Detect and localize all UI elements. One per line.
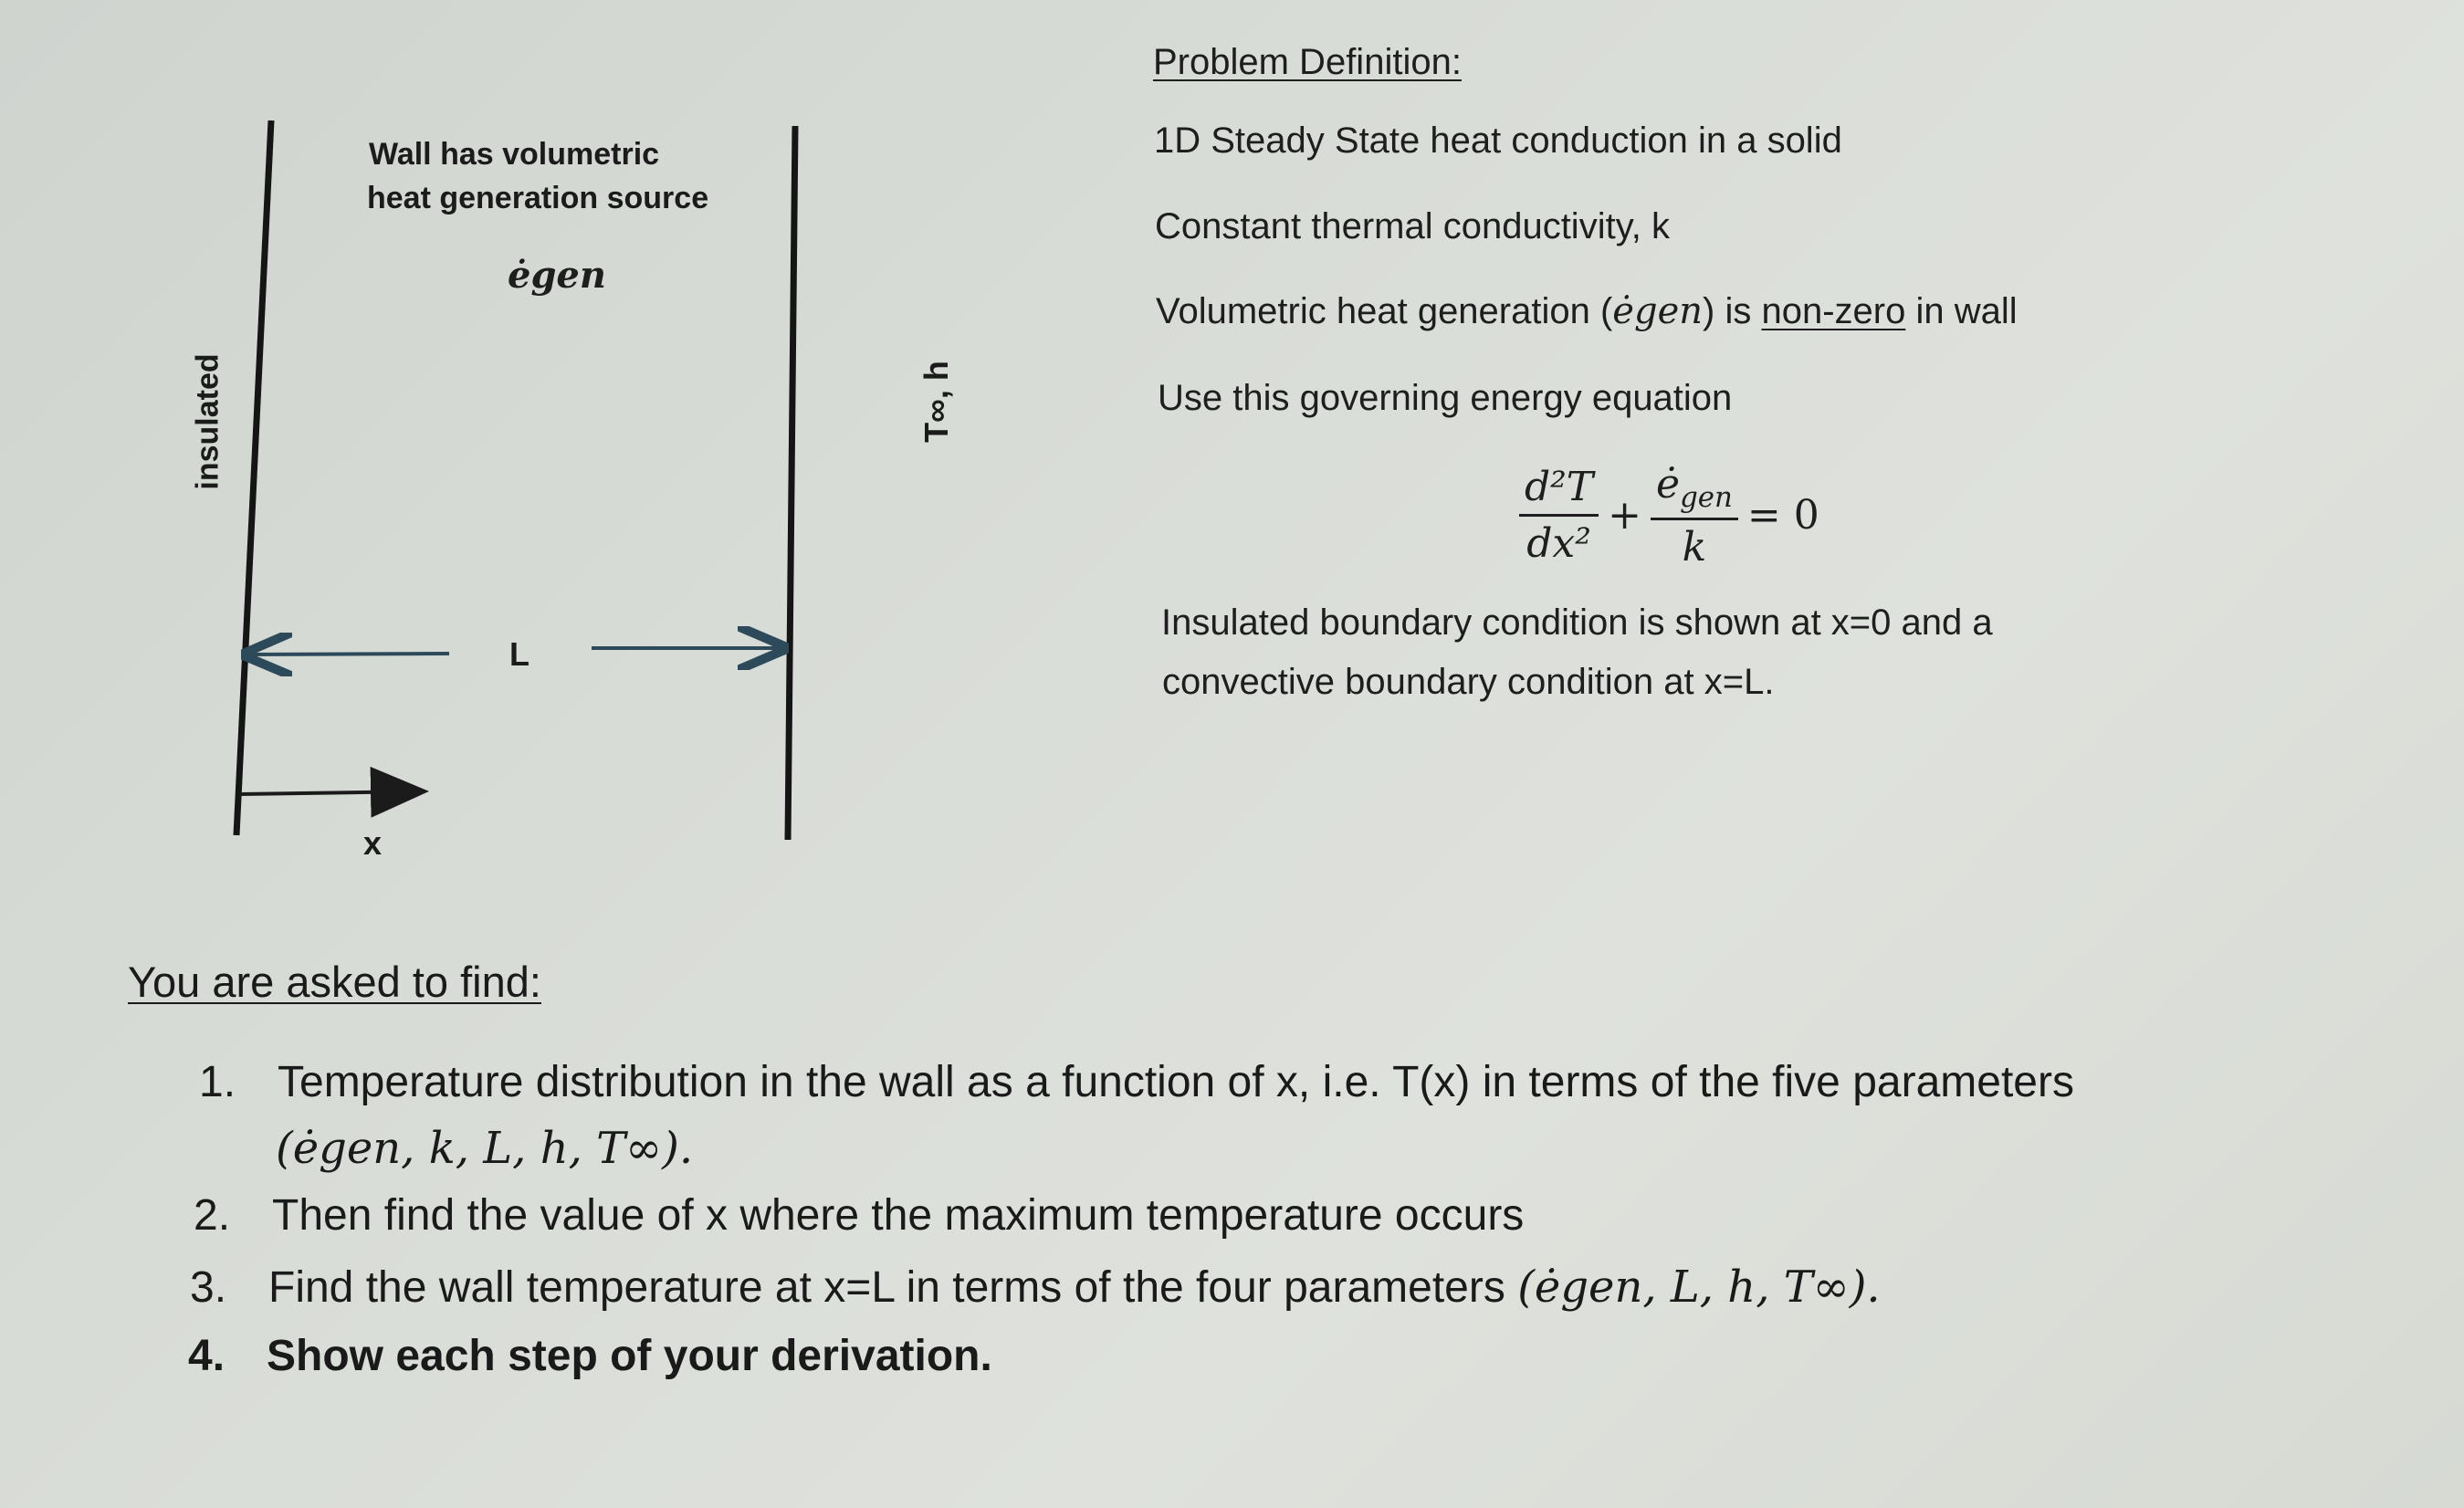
governing-equation bbox=[1519, 461, 1819, 571]
egen-main: ė bbox=[1656, 461, 1681, 508]
problem-definition-heading: Problem Definition: bbox=[1153, 42, 1462, 82]
find-item-4-text: Show each step of your derivation. bbox=[267, 1332, 992, 1380]
problem-line-conductivity: Constant thermal conductivity, k bbox=[1155, 206, 1670, 246]
find-item-2 bbox=[194, 1190, 1524, 1241]
insulated-label: insulated bbox=[190, 353, 225, 490]
wall-description-line1: Wall has volumetric bbox=[369, 137, 660, 172]
boundary-condition-line2: convective boundary condition at x=L. bbox=[1162, 662, 1775, 702]
generation-term bbox=[1651, 461, 1738, 571]
find-item-4 bbox=[188, 1331, 992, 1381]
problem-line-heat-generation bbox=[1156, 290, 2018, 332]
non-zero-emphasis: non-zero bbox=[1761, 291, 1906, 331]
length-arrow-left bbox=[248, 654, 449, 655]
heat-gen-text-pre: Volumetric heat generation ( bbox=[1156, 291, 1613, 331]
heat-gen-text-post: in wall bbox=[1905, 291, 2018, 331]
find-item-2-number: 2. bbox=[194, 1191, 231, 1240]
x-axis-arrow bbox=[239, 791, 422, 794]
plus-sign: + bbox=[1608, 492, 1642, 539]
egen-numerator bbox=[1651, 461, 1738, 520]
egen-subscript: gen bbox=[1680, 480, 1733, 514]
find-item-4-number: 4. bbox=[188, 1332, 225, 1380]
egen-label: ėgen bbox=[508, 254, 606, 297]
problem-line-steady-state: 1D Steady State heat conduction in a solid bbox=[1154, 120, 1842, 161]
find-item-3 bbox=[190, 1262, 1881, 1313]
x-label: x bbox=[363, 824, 383, 862]
k-denominator: k bbox=[1682, 523, 1707, 571]
length-label: L bbox=[509, 635, 529, 673]
equals-zero: = 0 bbox=[1746, 492, 1819, 539]
second-derivative-term bbox=[1519, 464, 1599, 567]
left-wall-line bbox=[236, 120, 271, 835]
find-item-3-number: 3. bbox=[190, 1263, 227, 1312]
find-item-3-params: (ėgen, L, h, T∞). bbox=[1517, 1262, 1881, 1313]
find-heading: You are asked to find: bbox=[128, 958, 541, 1006]
dx2-denominator: dx² bbox=[1526, 520, 1591, 568]
find-item-1-text: Temperature distribution in the wall as a function of x, i.e. T(x) in terms of the five parameters bbox=[278, 1058, 2074, 1106]
fluid-conditions-label: T∞, h bbox=[917, 361, 955, 443]
heat-gen-text-mid: ) is bbox=[1703, 291, 1762, 331]
problem-line-governing: Use this governing energy equation bbox=[1158, 378, 1733, 418]
boundary-condition-line1: Insulated boundary condition is shown at x=0 and a bbox=[1161, 602, 1993, 643]
find-item-1-params: (ėgen, k, L, h, T∞). bbox=[276, 1123, 694, 1174]
find-item-1 bbox=[199, 1057, 2074, 1107]
find-item-2-text: Then find the value of x where the maximum temperature occurs bbox=[272, 1191, 1525, 1240]
find-item-3-text: Find the wall temperature at x=L in terms of the four parameters bbox=[268, 1263, 1518, 1312]
d2t-numerator: d²T bbox=[1519, 464, 1599, 517]
find-item-1-number: 1. bbox=[199, 1058, 236, 1106]
heat-gen-symbol: ėgen bbox=[1612, 290, 1704, 332]
wall-description-line2: heat generation source bbox=[367, 181, 709, 215]
right-wall-line bbox=[788, 126, 795, 840]
